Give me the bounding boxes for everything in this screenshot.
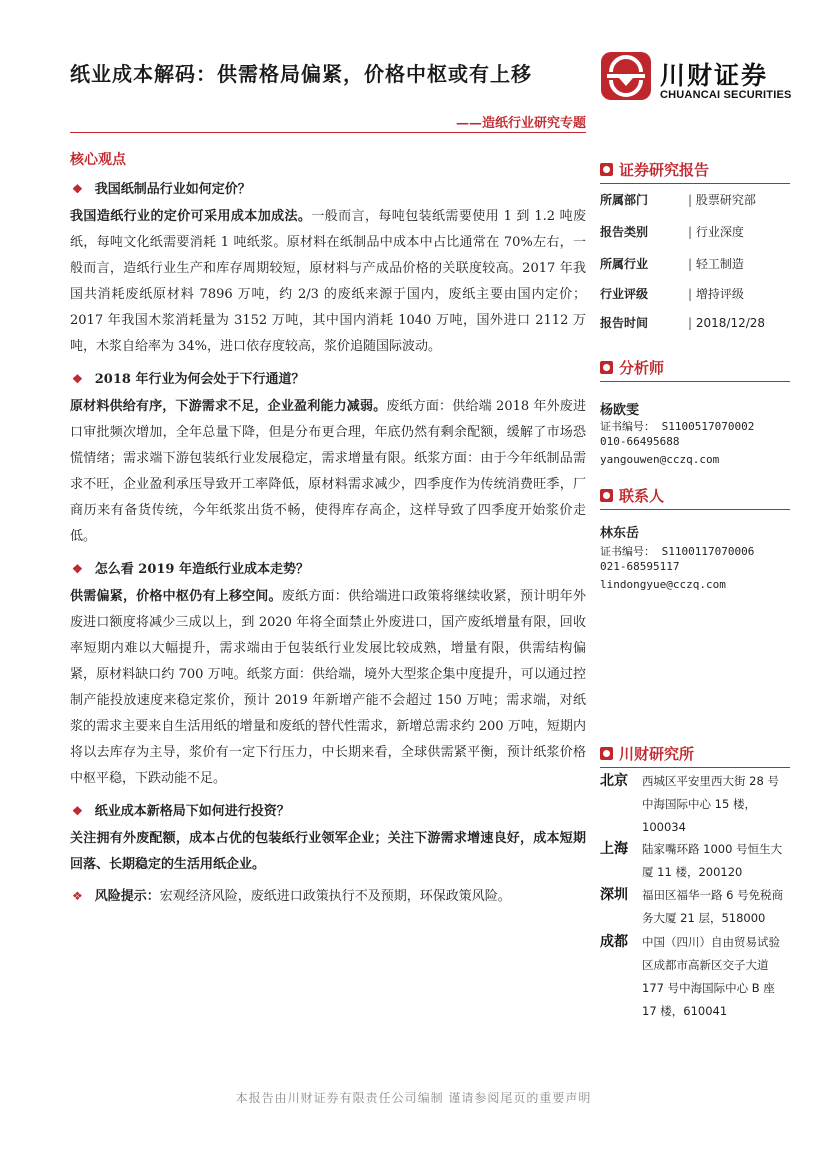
contact-cert: 证书编号： S1100117070006 — [600, 545, 755, 558]
brand-name-cn: 川财证券 — [660, 61, 769, 90]
answer-2018-downturn: 原材料供给有序，下游需求不足，企业盈利能力减弱。废纸方面：供给端 2018 年外废进口审批频次增加，全年总量下降，但是分布更合理，年底仍然有剩余配额，缓解了市场恐慌情绪；需求端下游包装纸行业发展稳定，需求增量有限。纸浆方面：由于今年纸制品需求不旺，企业盈利承压导致开工率降低，原材料需求减少，四季度作为传统消费旺季，厂商历来有备货传统，今年纸浆出货不畅，使得库存高企，这样导致了四季度开始浆价走低。 — [70, 399, 586, 544]
core-views-heading: 核心观点 — [70, 152, 126, 168]
analyst-email[interactable]: yangouwen@cczq.com — [600, 453, 720, 466]
answer-investment: 关注拥有外废配额，成本占优的包装纸行业领军企业；关注下游需求增速良好，成本短期回落、长期稳定的生活用纸企业。 — [70, 831, 586, 872]
report-subtitle: ——造纸行业研究专题 — [455, 116, 586, 131]
office-city-beijing: 北京 — [600, 773, 628, 789]
diamond-bullet-icon: ❖ — [72, 372, 83, 386]
analyst-cert: 证书编号： S1100517070002 — [600, 420, 755, 433]
section-divider — [600, 381, 790, 382]
analyst-phone: 010-66495688 — [600, 435, 680, 448]
info-row-rating: 行业评级 | 增持评级 — [600, 284, 790, 304]
institute-heading: 川财研究所 — [600, 744, 694, 764]
contact-phone: 021-68595117 — [600, 560, 680, 573]
info-row-category: 报告类别 | 行业深度 — [600, 222, 790, 242]
diamond-bullet-icon: ❖ — [72, 804, 83, 818]
section-marker-icon — [600, 163, 613, 176]
answer-pricing: 我国造纸行业的定价可采用成本加成法。一般而言，每吨包装纸需要使用 1 到 1.2 吨废纸，每吨文化纸需要消耗 1 吨纸浆。原材料在纸制品中成本中占比通常在 70%左右，一般而言，造纸行业生产和库存周期较短，原材料与产成品价格的关联度较高。2017 年我国共消耗废纸原材料 7896 万吨，约 2/3 的废纸来源于国内，废纸主要由国内定价；2017 年我国木浆消耗量为 3152 万吨，其中国内消耗 1040 万吨，国外进口 2112 万吨，木浆自给率为 34%，进口依存度较高，浆价追随国际波动。 — [70, 209, 586, 354]
office-address-shenzhen: 福田区福华一路 6 号免税商务大厦 21 层，518000 — [642, 888, 784, 925]
section-marker-icon — [600, 489, 613, 502]
contact-name: 林东岳 — [600, 526, 640, 541]
office-city-shenzhen: 深圳 — [600, 887, 628, 903]
answer-2019-cost-trend: 供需偏紧，价格中枢仍有上移空间。废纸方面：供给端进口政策将继续收紧，预计明年外废进口额度将减少三成以上，到 2020 年将全面禁止外废进口，国产废纸增量有限，回收率短期内难以大幅提升，需求端由于包装纸行业发展比较成熟，增量有限，供需结构偏紧，原材料缺口约 700 万吨。纸浆方面：供给端，境外大型浆企集中度提升，可以通过控制产能投放速度来稳定浆价，预计 2019 年新增产能不会超过 150 万吨；需求端，对纸浆的需求主要来自生活用纸的增量和废纸的替代性需求，新增总需求约 200 万吨，短期内将以去库存为主导，浆价有一定下行压力，中长期来看，全球供需紧平衡，预计纸浆价格中枢平稳，下跌动能不足。 — [70, 589, 586, 786]
office-city-shanghai: 上海 — [600, 841, 628, 857]
diamond-bullet-icon: ❖ — [72, 889, 83, 903]
section-divider — [600, 767, 790, 768]
office-address-chengdu: 中国（四川）自由贸易试验区成都市高新区交子大道 177 号中海国际中心 B 座 17 楼，610041 — [642, 935, 780, 1018]
question-2018-downturn: ❖ 2018 年行业为何会处于下行通道？ — [72, 372, 305, 387]
section-divider — [600, 509, 790, 510]
office-city-chengdu: 成都 — [600, 934, 628, 950]
section-divider — [600, 183, 790, 184]
question-2019-cost-trend: ❖ 怎么看 2019 年造纸行业成本走势？ — [72, 562, 309, 577]
diamond-bullet-icon: ❖ — [72, 182, 83, 196]
info-row-industry: 所属行业 | 轻工制造 — [600, 254, 790, 274]
info-row-date: 报告时间 | 2018/12/28 — [600, 313, 790, 333]
contact-heading: 联系人 — [600, 486, 664, 506]
risk-warning: ❖ 风险提示：宏观经济风险，废纸进口政策执行不及预期，环保政策风险。 — [72, 889, 511, 904]
question-pricing: ❖ 我国纸制品行业如何定价？ — [72, 182, 251, 197]
title-divider — [70, 132, 586, 133]
brand-name-en: CHUANCAI SECURITIES — [660, 89, 792, 101]
analyst-heading: 分析师 — [600, 358, 664, 378]
info-row-department: 所属部门 | 股票研究部 — [600, 190, 790, 210]
section-marker-icon — [600, 361, 613, 374]
core-views — [70, 150, 586, 910]
diamond-bullet-icon: ❖ — [72, 562, 83, 576]
office-address-shanghai: 陆家嘴环路 1000 号恒生大厦 11 楼，200120 — [642, 842, 783, 879]
footer-disclaimer: 本报告由川财证券有限责任公司编制 谨请参阅尾页的重要声明 — [235, 1091, 592, 1105]
question-investment: ❖ 纸业成本新格局下如何进行投资？ — [72, 804, 290, 819]
chuancai-logo-icon — [601, 52, 651, 100]
office-address-beijing: 西城区平安里西大街 28 号中海国际中心 15 楼，100034 — [642, 774, 779, 834]
report-info-heading: 证券研究报告 — [600, 160, 709, 180]
contact-email[interactable]: lindongyue@cczq.com — [600, 578, 726, 591]
section-marker-icon — [600, 747, 613, 760]
analyst-name: 杨欧雯 — [600, 403, 640, 418]
report-title: 纸业成本解码：供需格局偏紧，价格中枢或有上移 — [70, 62, 532, 86]
